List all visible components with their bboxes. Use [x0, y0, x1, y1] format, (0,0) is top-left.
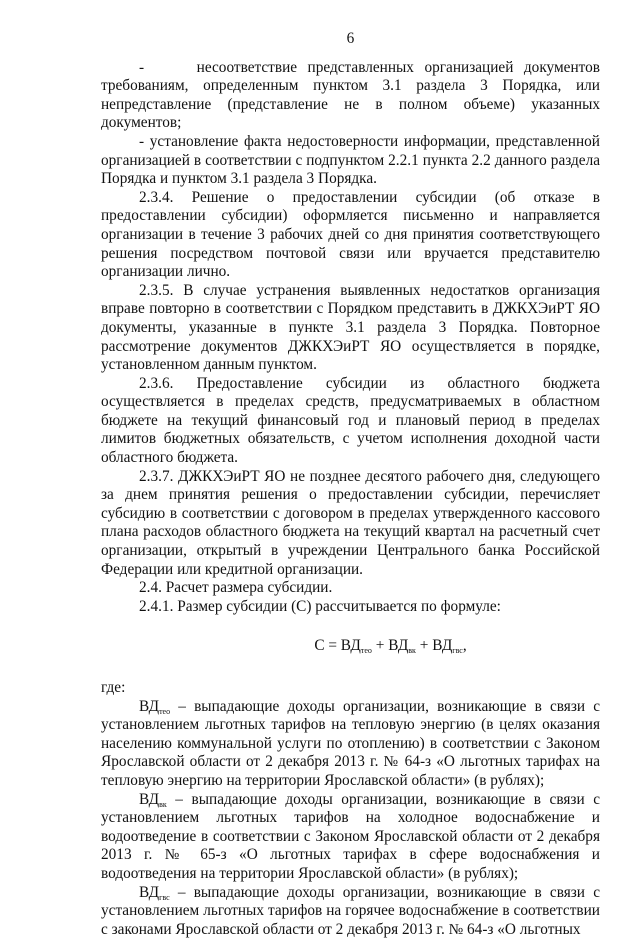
formula-sub-teo: тео	[360, 646, 372, 656]
formula-tail: ,	[462, 637, 467, 655]
subsidy-formula	[101, 637, 600, 656]
definition-text: – выпадающие доходы организации, возникающие в связи с установлением льготных тарифов на холодное водоснабжение и водоотведение в соответствии с Законом Ярославской области от 2 декабря 2013 г. № 65-з «О льготных тарифах в сфере водоснабжения и водоотведения на территории Ярославской области» (в рублях);	[101, 790, 600, 882]
page-number: 6	[346, 30, 355, 47]
paragraph-2-4: 2.4. Расчет размера субсидии.	[139, 579, 333, 597]
paragraph-2-3-7: 2.3.7. ДЖКХЭиРТ ЯО не позднее десятого рабочего дня, следующего за днем принятия решения о предоставлении субсидии, перечисляет субсидию в соответствии с договором в пределах утвержденного кассового плана расходов областного бюджета на текущий квартал на расчетный счет организации, открытый в учреждении Центрального банка Российской Федерации или кредитной организации.	[101, 467, 600, 578]
document-page	[101, 30, 600, 939]
definition-term: ВД	[139, 697, 160, 715]
definition-vd-gvs	[101, 884, 600, 939]
formula-lhs: С = ВД	[314, 637, 361, 655]
paragraph-2-3-4: 2.3.4. Решение о предоставлении субсидии (об отказе в предоставлении субсидии) оформляется письменно и направляется организации в течение 3 рабочих дней со дня принятия соответствующего решения посредством почтовой связи или вручается представителю организации лично.	[101, 188, 600, 281]
definition-text: – выпадающие доходы организации, возникающие в связи с установлением льготных тарифов на тепловую энергию (в целях оказания населению коммунальной услуги по отоплению) в соответствии с Законом Ярославской области от 2 декабря 2013 г. № 64-з «О льготных тарифах на тепловую энергию на территории Ярославской области» (в рублях);	[101, 697, 600, 789]
definition-term: ВД	[139, 790, 160, 808]
definition-term: ВД	[139, 883, 160, 901]
definition-vd-teo	[101, 698, 600, 791]
definition-vd-vk	[101, 791, 600, 884]
formula-sub-gvs: гвс	[452, 646, 463, 656]
definition-text: – выпадающие доходы организации, возникающие в связи с установлением льготных тарифов на горячее водоснабжение в соответствии с законами Ярославской области от 2 декабря 2013 г. № 64-з «О льготных	[101, 883, 600, 938]
formula-plus-2: + ВД	[415, 637, 453, 655]
definition-subscript: гвс	[159, 892, 170, 902]
definition-subscript: вк	[159, 799, 167, 809]
formula-plus-1: + ВД	[371, 637, 409, 655]
where-label: где:	[101, 679, 126, 696]
formula-sub-vk: вк	[408, 646, 416, 656]
paragraph-2-3-6: 2.3.6. Предоставление субсидии из областного бюджета осуществляется в пределах средств, предусматриваемых в областном бюджете на текущий финансовый год и плановый период в пределах лимитов бюджетных обязательств, с учетом исполнения доходной части областного бюджета.	[101, 374, 600, 467]
definition-subscript: тео	[159, 706, 171, 716]
paragraph-2-4-1: 2.4.1. Размер субсидии (С) рассчитывается по формуле:	[139, 597, 501, 615]
paragraph-2-3-5: 2.3.5. В случае устранения выявленных недостатков организация вправе повторно в соответствии с Порядком представить в ДЖКХЭиРТ ЯО документы, указанные в пункте 3.1 раздела 3 Порядка. Повторное рассмотрение документов ДЖКХЭиРТ ЯО осуществляется в порядке, установленном данным пунктом.	[101, 281, 600, 374]
paragraph-nonconformity: - несоответствие представленных организацией документов требованиям, определенным пунктом 3.1 раздела 3 Порядка, или непредставление (представление не в полном объеме) указанных документов;	[101, 58, 600, 132]
paragraph-false-information: - установление факта недостоверности информации, представленной организацией в соответствии с подпунктом 2.2.1 пункта 2.2 данного раздела Порядка и пунктом 3.1 раздела 3 Порядка.	[101, 132, 600, 188]
